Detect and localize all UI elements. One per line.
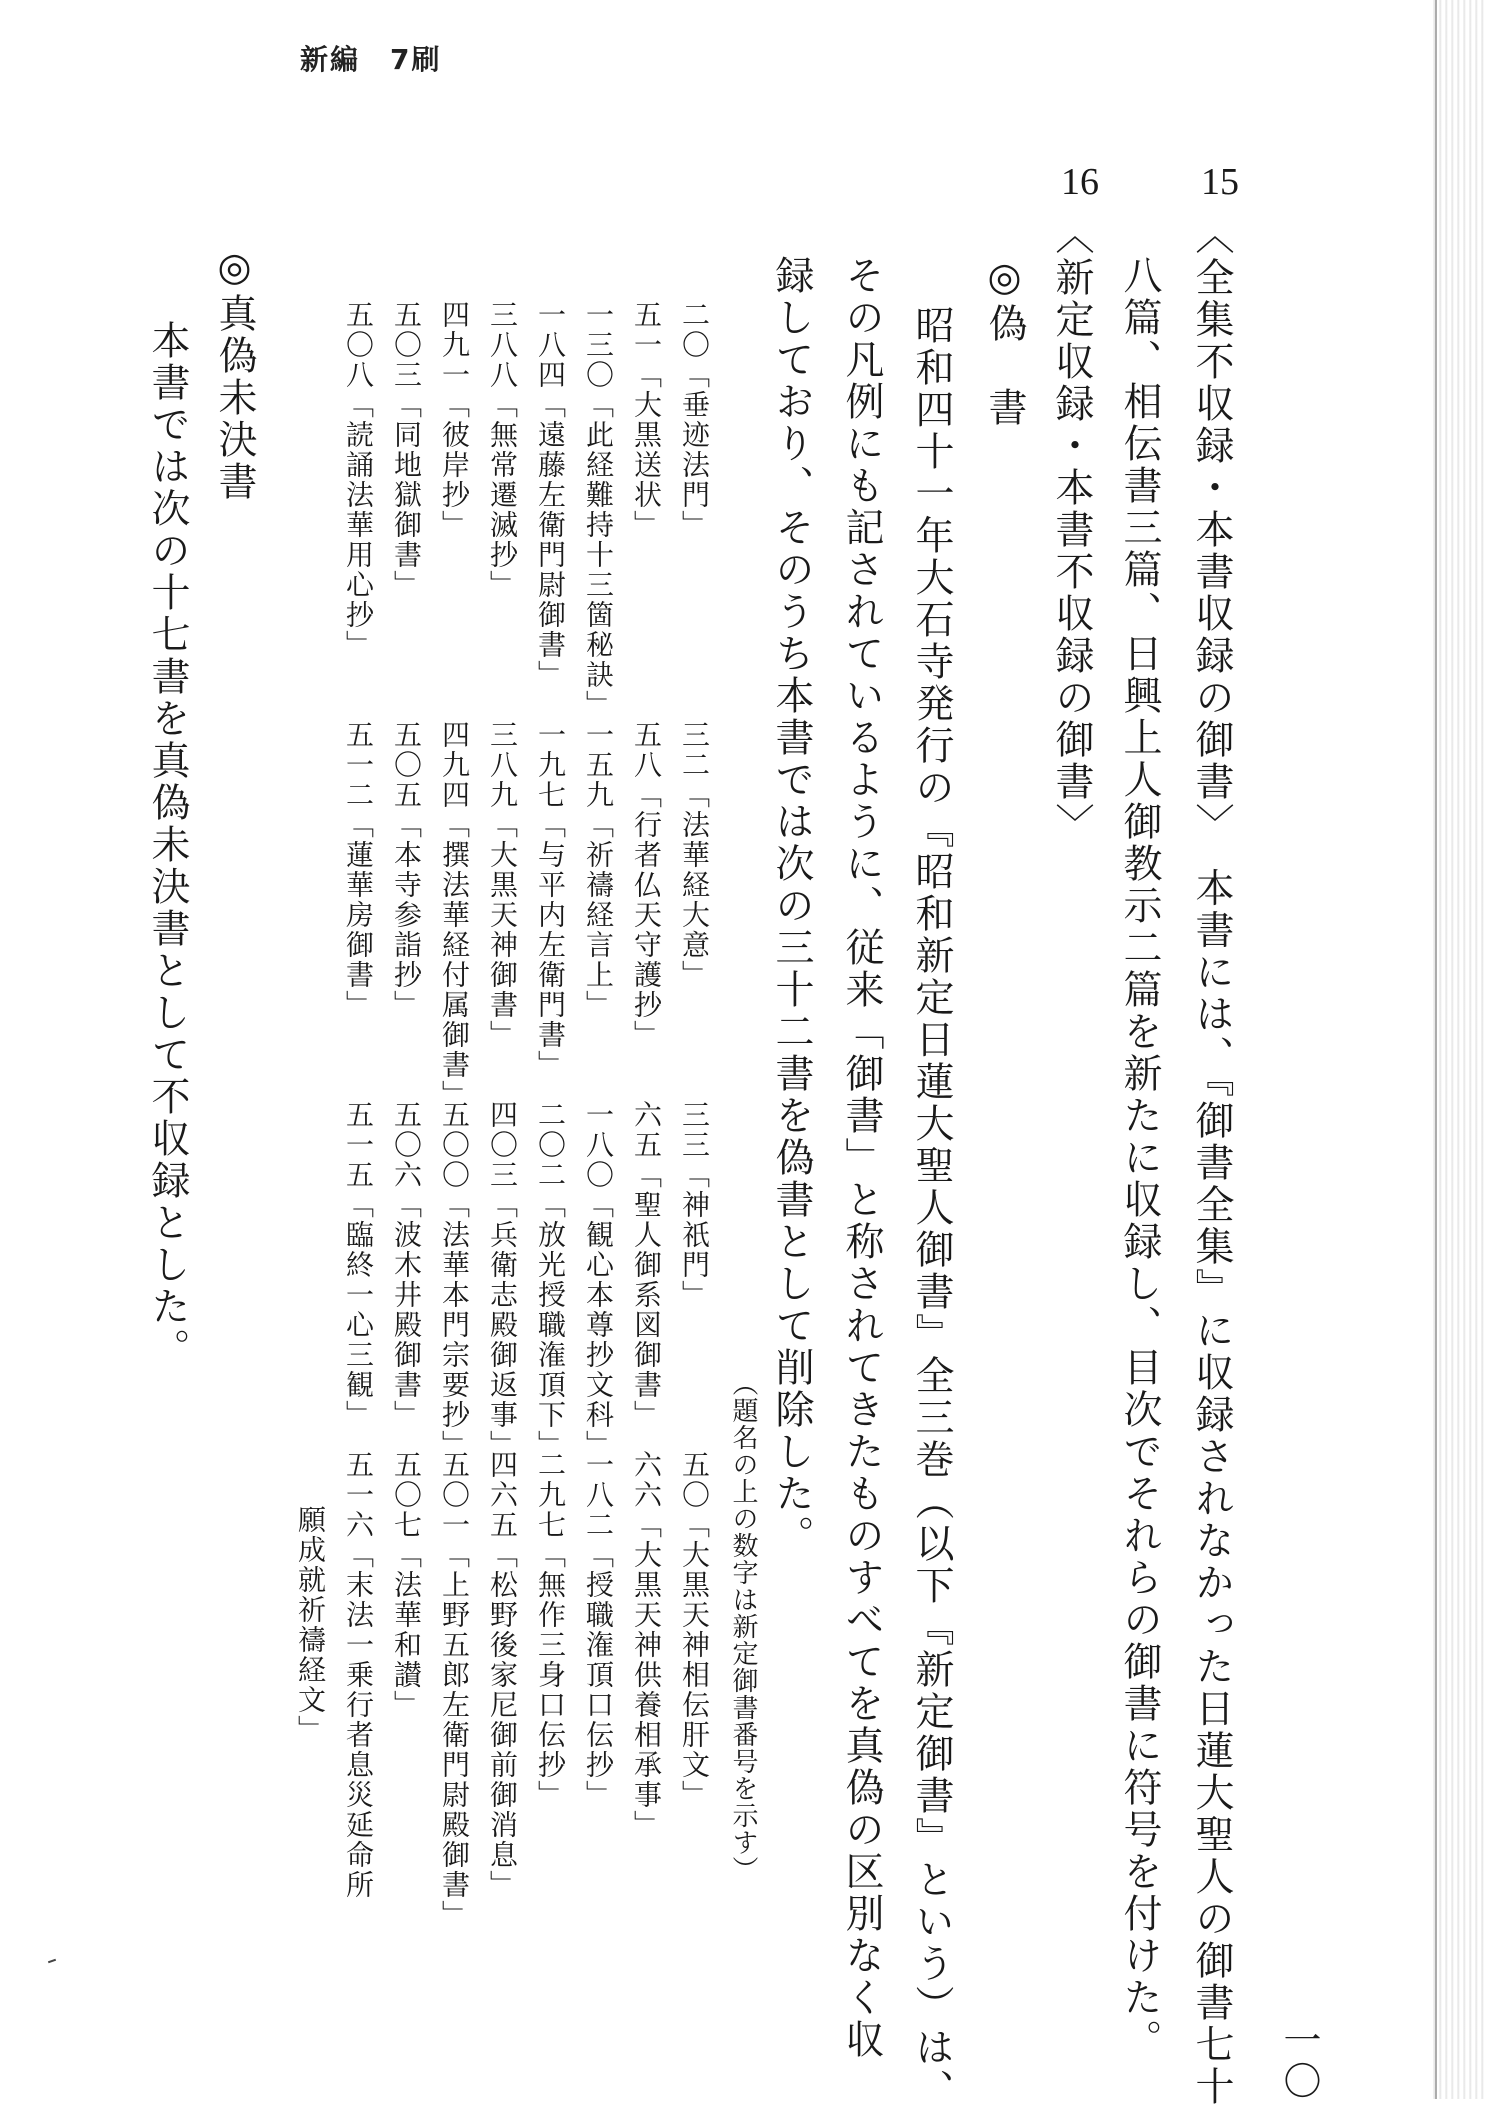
list-item: 六五「聖人御系図御書」	[630, 1100, 663, 1430]
list-item: 五〇七「法華和讃」	[390, 1450, 423, 1720]
misketsu-heading: ◎真偽未決書	[212, 245, 257, 503]
list-item: 五〇三「同地獄御書」	[390, 300, 423, 600]
gisho-heading: ◎偽 書	[982, 255, 1027, 429]
section-number-15: 15	[1201, 161, 1239, 203]
list-item: 五一六「末法一乗行者息災延命所	[342, 1450, 375, 1900]
list-item: 五〇六「波木井殿御書」	[390, 1100, 423, 1430]
list-item: 五一「大黒送状」	[630, 300, 663, 540]
list-item: 二〇二「放光授職潅頂下」	[534, 1100, 567, 1460]
list-item: 三三「神祇門」	[678, 1100, 711, 1310]
list-item: 五八「行者仏天守護抄」	[630, 720, 663, 1050]
list-item: 五〇〇「法華本門宗要抄」	[438, 1100, 471, 1460]
list-item: 四九四「撰法華経付属御書」	[438, 720, 471, 1110]
list-item: 三二「法華経大意」	[678, 720, 711, 990]
header-note: 新編 7刷	[300, 43, 442, 76]
list-item: 一八四「遠藤左衛門尉御書」	[534, 300, 567, 690]
list-item: 三八九「大黒天神御書」	[486, 720, 519, 1050]
section-15-heading: 〈全集不収録・本書収録の御書〉 本書には、『御書全集』に収録されなかった日蓮大聖人の御書七十	[1189, 215, 1234, 2108]
list-item: 一三〇「此経難持十三箇秘訣」	[582, 300, 615, 720]
list-item: 一五九「祈禱経言上」	[582, 720, 615, 1020]
list-item: 三八八「無常遷滅抄」	[486, 300, 519, 600]
section-16-heading: 〈新定収録・本書不収録の御書〉	[1049, 215, 1094, 845]
list-item: 五〇「大黒天神相伝肝文」	[678, 1450, 711, 1810]
gisho-number-note: （題名の上の数字は新定御書番号を示す）	[728, 1370, 758, 1883]
list-item: 四〇三「兵衛志殿御返事」	[486, 1100, 519, 1460]
list-item: 一八二「授職潅頂口伝抄」	[582, 1450, 615, 1810]
list-item: 五〇八「読誦法華用心抄」	[342, 300, 375, 660]
list-item: 四九一「彼岸抄」	[438, 300, 471, 540]
page-edge-shading	[1430, 0, 1485, 2099]
list-item: 五一五「臨終一心三観」	[342, 1100, 375, 1430]
list-item: 四六五「松野後家尼御前御消息」	[486, 1450, 519, 1900]
list-item: 一九七「与平内左衛門書」	[534, 720, 567, 1080]
gisho-paragraph-line-2: その凡例にも記されているように、従来「御書」と称されてきたものすべてを真偽の区別なく収	[839, 255, 884, 2061]
misketsu-paragraph: 本書では次の十七書を真偽未決書として不収録とした。	[145, 320, 190, 1370]
gisho-paragraph-line-1: 昭和四十一年大石寺発行の『昭和新定日蓮大聖人御書』全三巻（以下『新定御書』という）は、	[909, 305, 954, 2111]
gisho-paragraph-line-3: 録しており、そのうち本書では次の三十二書を偽書として削除した。	[769, 255, 814, 1557]
list-item: 五〇五「本寺参詣抄」	[390, 720, 423, 1020]
list-item-continuation: 願成就祈禱経文」	[294, 1505, 327, 1745]
section-number-16: 16	[1061, 161, 1099, 203]
section-15-continuation: 八篇、相伝書三篇、日興上人御教示二篇を新たに収録し、目次でそれらの御書に符号を付けた。	[1117, 255, 1162, 2061]
list-item: 六六「大黒天神供養相承事」	[630, 1450, 663, 1840]
list-item: 五一二「蓮華房御書」	[342, 720, 375, 1020]
list-item: 五〇一「上野五郎左衛門尉殿御書」	[438, 1450, 471, 1930]
list-item: 一八〇「観心本尊抄文科」	[582, 1100, 615, 1460]
page-edge-line	[1435, 0, 1437, 2099]
list-item: 二九七「無作三身口伝抄」	[534, 1450, 567, 1810]
list-item: 二〇「垂迹法門」	[678, 300, 711, 540]
page-number: 一〇	[1277, 2020, 1321, 2102]
scan-speck	[48, 1959, 56, 1964]
